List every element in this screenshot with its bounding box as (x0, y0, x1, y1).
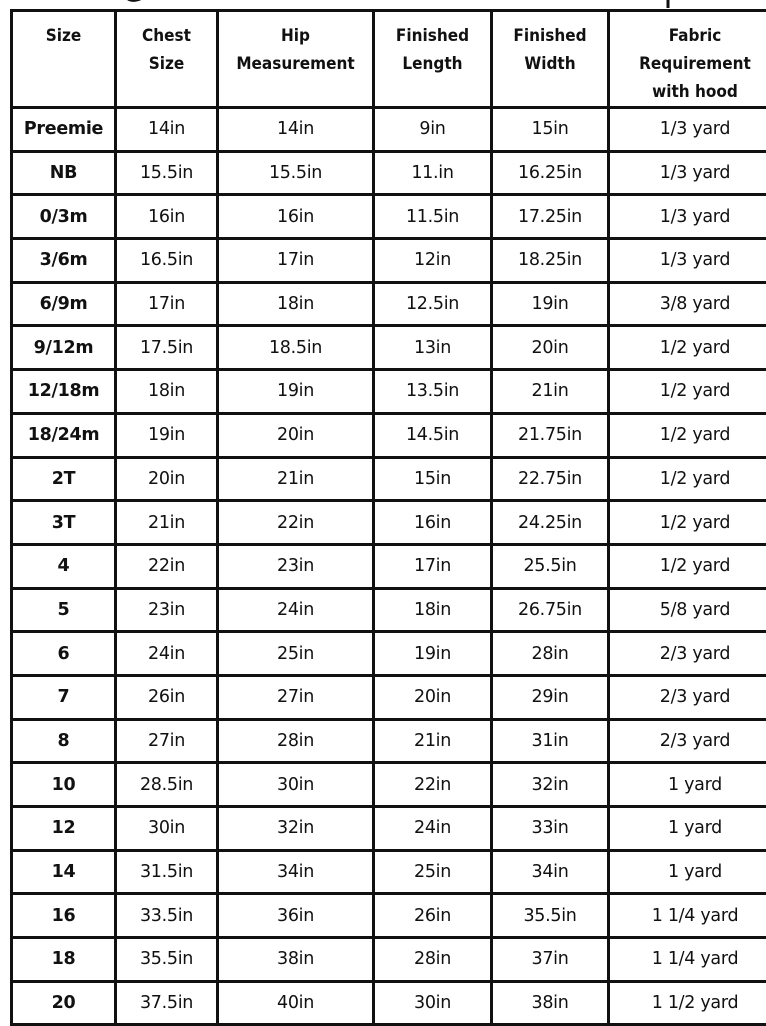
size-cell: 3/6m (12, 239, 116, 283)
fabric-requirement-cell: 1 1/2 yard (609, 981, 766, 1025)
hip-measurement-cell: 38in (218, 938, 374, 982)
table-row (12, 938, 766, 982)
finished-length-cell: 18in (374, 588, 492, 632)
header-line: Chest (117, 22, 216, 50)
finished-width-cell: 21in (492, 370, 609, 414)
hip-measurement-cell: 19in (218, 370, 374, 414)
finished-length-cell: 28in (374, 938, 492, 982)
fabric-requirement-cell: 1/3 yard (609, 151, 766, 195)
table-row (12, 370, 766, 414)
hip-measurement-cell: 17in (218, 239, 374, 283)
finished-length-cell: 25in (374, 850, 492, 894)
size-cell: 4 (12, 544, 116, 588)
hip-measurement-cell: 36in (218, 894, 374, 938)
finished-length-cell: 24in (374, 807, 492, 851)
header-fabric-requirement (609, 11, 766, 108)
header-chest-size (116, 11, 218, 108)
hip-measurement-cell: 40in (218, 981, 374, 1025)
header-hip-measurement (218, 11, 374, 108)
size-cell: 14 (12, 850, 116, 894)
chest-size-cell: 14in (116, 108, 218, 152)
table-body (12, 108, 766, 1025)
table-row (12, 501, 766, 545)
hip-measurement-cell: 24in (218, 588, 374, 632)
finished-width-cell: 34in (492, 850, 609, 894)
chest-size-cell: 37.5in (116, 981, 218, 1025)
clipped-title-remnant (60, 0, 760, 8)
table-row (12, 675, 766, 719)
table-row (12, 763, 766, 807)
header-line: Requirement (610, 50, 766, 78)
fabric-requirement-cell: 3/8 yard (609, 282, 766, 326)
table-row (12, 413, 766, 457)
chest-size-cell: 31.5in (116, 850, 218, 894)
finished-width-cell: 20in (492, 326, 609, 370)
finished-length-cell: 11.in (374, 151, 492, 195)
hip-measurement-cell: 28in (218, 719, 374, 763)
hip-measurement-cell: 18.5in (218, 326, 374, 370)
chest-size-cell: 27in (116, 719, 218, 763)
finished-length-cell: 26in (374, 894, 492, 938)
fabric-requirement-cell: 1/3 yard (609, 195, 766, 239)
finished-width-cell: 31in (492, 719, 609, 763)
table-row (12, 108, 766, 152)
finished-length-cell: 20in (374, 675, 492, 719)
finished-length-cell: 13.5in (374, 370, 492, 414)
hip-measurement-cell: 23in (218, 544, 374, 588)
table-row (12, 195, 766, 239)
chest-size-cell: 26in (116, 675, 218, 719)
header-line: Fabric (610, 22, 766, 50)
hip-measurement-cell: 15.5in (218, 151, 374, 195)
finished-width-cell: 37in (492, 938, 609, 982)
table-row (12, 850, 766, 894)
fabric-requirement-cell: 1 1/4 yard (609, 938, 766, 982)
fabric-requirement-cell: 1 yard (609, 807, 766, 851)
fabric-requirement-cell: 1/2 yard (609, 501, 766, 545)
finished-width-cell: 26.75in (492, 588, 609, 632)
hip-measurement-cell: 20in (218, 413, 374, 457)
finished-width-cell: 33in (492, 807, 609, 851)
size-cell: 18 (12, 938, 116, 982)
table-row (12, 544, 766, 588)
hip-measurement-cell: 32in (218, 807, 374, 851)
chest-size-cell: 19in (116, 413, 218, 457)
finished-width-cell: 32in (492, 763, 609, 807)
table-row (12, 326, 766, 370)
size-cell: 5 (12, 588, 116, 632)
fabric-requirement-cell: 1/2 yard (609, 326, 766, 370)
fabric-requirement-cell: 2/3 yard (609, 632, 766, 676)
size-cell: 6 (12, 632, 116, 676)
size-cell: 10 (12, 763, 116, 807)
size-cell: 18/24m (12, 413, 116, 457)
finished-width-cell: 16.25in (492, 151, 609, 195)
size-chart-table (10, 9, 766, 1026)
finished-length-cell: 21in (374, 719, 492, 763)
size-cell: 3T (12, 501, 116, 545)
table-row (12, 457, 766, 501)
size-cell: 7 (12, 675, 116, 719)
fabric-requirement-cell: 1/2 yard (609, 370, 766, 414)
finished-length-cell: 16in (374, 501, 492, 545)
finished-width-cell: 22.75in (492, 457, 609, 501)
chest-size-cell: 16.5in (116, 239, 218, 283)
fabric-requirement-cell: 1/3 yard (609, 239, 766, 283)
fabric-requirement-cell: 5/8 yard (609, 588, 766, 632)
size-cell: 6/9m (12, 282, 116, 326)
clipped-title-glyph-tails (60, 0, 760, 8)
finished-width-cell: 29in (492, 675, 609, 719)
finished-length-cell: 12in (374, 239, 492, 283)
finished-width-cell: 21.75in (492, 413, 609, 457)
hip-measurement-cell: 30in (218, 763, 374, 807)
fabric-requirement-cell: 1/3 yard (609, 108, 766, 152)
size-cell: 12 (12, 807, 116, 851)
chest-size-cell: 22in (116, 544, 218, 588)
header-line: Size (117, 50, 216, 78)
chest-size-cell: 33.5in (116, 894, 218, 938)
table-row (12, 981, 766, 1025)
fabric-requirement-cell: 1/2 yard (609, 457, 766, 501)
finished-width-cell: 35.5in (492, 894, 609, 938)
fabric-requirement-cell: 2/3 yard (609, 719, 766, 763)
finished-length-cell: 13in (374, 326, 492, 370)
finished-width-cell: 38in (492, 981, 609, 1025)
table-row (12, 632, 766, 676)
size-cell: 9/12m (12, 326, 116, 370)
header-line: Finished (375, 22, 490, 50)
finished-length-cell: 17in (374, 544, 492, 588)
size-cell: NB (12, 151, 116, 195)
finished-width-cell: 24.25in (492, 501, 609, 545)
size-cell: 8 (12, 719, 116, 763)
chest-size-cell: 16in (116, 195, 218, 239)
fabric-requirement-cell: 1/2 yard (609, 413, 766, 457)
size-cell: 16 (12, 894, 116, 938)
chest-size-cell: 15.5in (116, 151, 218, 195)
size-cell: 20 (12, 981, 116, 1025)
finished-width-cell: 15in (492, 108, 609, 152)
hip-measurement-cell: 22in (218, 501, 374, 545)
table-row (12, 894, 766, 938)
header-size (12, 11, 116, 108)
finished-width-cell: 19in (492, 282, 609, 326)
size-cell: 0/3m (12, 195, 116, 239)
size-cell: 12/18m (12, 370, 116, 414)
header-row (12, 11, 766, 108)
size-cell: 2T (12, 457, 116, 501)
fabric-requirement-cell: 1 1/4 yard (609, 894, 766, 938)
fabric-requirement-cell: 1 yard (609, 763, 766, 807)
fabric-requirement-cell: 1/2 yard (609, 544, 766, 588)
hip-measurement-cell: 18in (218, 282, 374, 326)
chest-size-cell: 17in (116, 282, 218, 326)
chest-size-cell: 23in (116, 588, 218, 632)
finished-length-cell: 14.5in (374, 413, 492, 457)
finished-width-cell: 18.25in (492, 239, 609, 283)
header-finished-width (492, 11, 609, 108)
table-row (12, 807, 766, 851)
chest-size-cell: 21in (116, 501, 218, 545)
header-line: Finished (493, 22, 607, 50)
header-line: Length (375, 50, 490, 78)
table-row (12, 719, 766, 763)
finished-length-cell: 11.5in (374, 195, 492, 239)
chest-size-cell: 20in (116, 457, 218, 501)
finished-length-cell: 19in (374, 632, 492, 676)
table-row (12, 151, 766, 195)
hip-measurement-cell: 16in (218, 195, 374, 239)
table-row (12, 282, 766, 326)
hip-measurement-cell: 27in (218, 675, 374, 719)
header-line: Hip (219, 22, 372, 50)
table-row (12, 239, 766, 283)
finished-width-cell: 28in (492, 632, 609, 676)
finished-length-cell: 15in (374, 457, 492, 501)
table-row (12, 588, 766, 632)
header-line: Width (493, 50, 607, 78)
chest-size-cell: 24in (116, 632, 218, 676)
chest-size-cell: 18in (116, 370, 218, 414)
chest-size-cell: 35.5in (116, 938, 218, 982)
header-finished-length (374, 11, 492, 108)
header-line: Measurement (219, 50, 372, 78)
finished-length-cell: 9in (374, 108, 492, 152)
hip-measurement-cell: 25in (218, 632, 374, 676)
hip-measurement-cell: 34in (218, 850, 374, 894)
hip-measurement-cell: 21in (218, 457, 374, 501)
chest-size-cell: 28.5in (116, 763, 218, 807)
chest-size-cell: 30in (116, 807, 218, 851)
finished-length-cell: 30in (374, 981, 492, 1025)
finished-width-cell: 25.5in (492, 544, 609, 588)
size-cell: Preemie (12, 108, 116, 152)
fabric-requirement-cell: 2/3 yard (609, 675, 766, 719)
fabric-requirement-cell: 1 yard (609, 850, 766, 894)
chest-size-cell: 17.5in (116, 326, 218, 370)
header-line: Size (13, 22, 114, 50)
finished-length-cell: 22in (374, 763, 492, 807)
header-line: with hood (610, 78, 766, 106)
finished-length-cell: 12.5in (374, 282, 492, 326)
hip-measurement-cell: 14in (218, 108, 374, 152)
finished-width-cell: 17.25in (492, 195, 609, 239)
